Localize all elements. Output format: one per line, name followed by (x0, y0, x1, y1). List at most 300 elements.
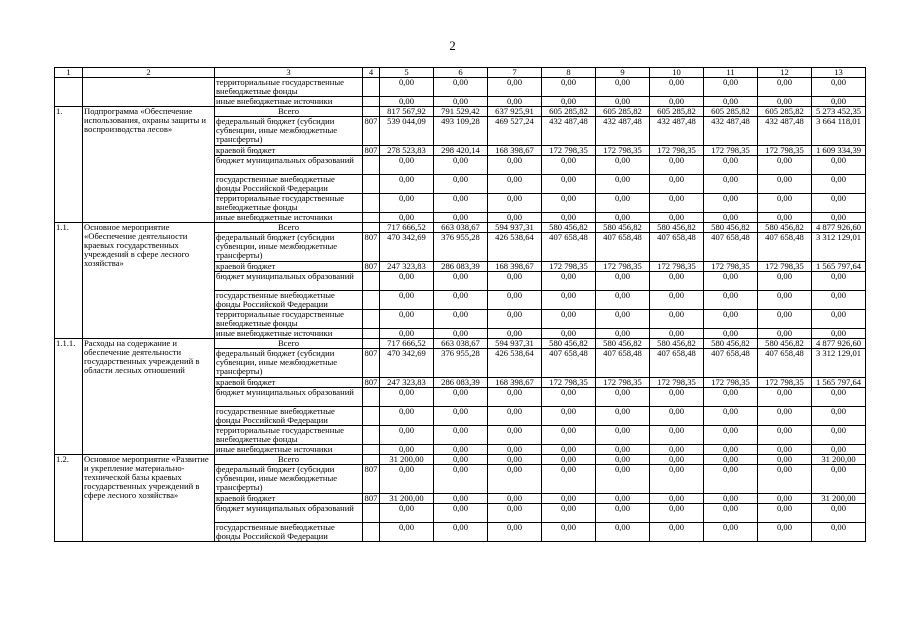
amount-cell: 0,00 (650, 97, 704, 107)
amount-cell: 298 420,14 (434, 146, 488, 156)
funding-source: территориальные государственные внебюджетные фонды (215, 426, 363, 445)
amount-cell: 0,00 (704, 329, 758, 339)
amount-cell: 0,00 (650, 156, 704, 175)
budget-code (363, 310, 380, 329)
amount-cell: 0,00 (488, 310, 542, 329)
item-description (83, 78, 215, 107)
amount-cell: 247 323,83 (380, 262, 434, 272)
amount-cell: 0,00 (542, 523, 596, 542)
funding-source: бюджет муниципальных образований (215, 504, 363, 523)
amount-cell: 1 565 797,64 (812, 378, 866, 388)
amount-cell: 0,00 (434, 78, 488, 97)
amount-cell: 407 658,48 (704, 349, 758, 378)
amount-cell: 0,00 (596, 194, 650, 213)
amount-cell: 0,00 (812, 213, 866, 223)
amount-cell: 0,00 (704, 194, 758, 213)
amount-cell: 0,00 (812, 465, 866, 494)
amount-cell: 0,00 (434, 97, 488, 107)
amount-cell: 0,00 (380, 272, 434, 291)
funding-source: иные внебюджетные источники (215, 445, 363, 455)
amount-cell: 0,00 (596, 426, 650, 445)
amount-cell: 0,00 (596, 291, 650, 310)
amount-cell: 0,00 (812, 504, 866, 523)
amount-cell: 0,00 (380, 523, 434, 542)
amount-cell: 0,00 (596, 310, 650, 329)
funding-source: бюджет муниципальных образований (215, 388, 363, 407)
amount-cell: 0,00 (488, 388, 542, 407)
amount-cell: 3 312 129,01 (812, 233, 866, 262)
amount-cell: 493 109,28 (434, 117, 488, 146)
amount-cell: 0,00 (380, 504, 434, 523)
amount-cell: 0,00 (488, 504, 542, 523)
amount-cell: 0,00 (704, 523, 758, 542)
amount-cell: 0,00 (380, 194, 434, 213)
item-number: 1.1. (55, 223, 83, 339)
amount-cell: 539 044,09 (380, 117, 434, 146)
amount-cell: 0,00 (704, 494, 758, 504)
amount-cell: 432 487,48 (650, 117, 704, 146)
budget-code: 807 (363, 494, 380, 504)
amount-cell: 0,00 (542, 388, 596, 407)
amount-cell: 426 538,64 (488, 233, 542, 262)
amount-cell: 0,00 (488, 156, 542, 175)
funding-source: федеральный бюджет (субсидии субвенции, иные межбюджетные трансферты) (215, 117, 363, 146)
budget-code (363, 339, 380, 349)
amount-cell: 580 456,82 (542, 223, 596, 233)
funding-source: территориальные государственные внебюджетные фонды (215, 78, 363, 97)
amount-cell: 0,00 (650, 426, 704, 445)
amount-cell: 0,00 (812, 97, 866, 107)
amount-cell: 0,00 (434, 523, 488, 542)
budget-code (363, 407, 380, 426)
amount-cell: 407 658,48 (650, 233, 704, 262)
amount-cell: 0,00 (650, 213, 704, 223)
header-row (55, 68, 866, 78)
amount-cell: 0,00 (704, 426, 758, 445)
amount-cell: 0,00 (650, 194, 704, 213)
amount-cell: 0,00 (650, 407, 704, 426)
amount-cell: 0,00 (434, 407, 488, 426)
amount-cell: 0,00 (488, 494, 542, 504)
amount-cell: 0,00 (542, 329, 596, 339)
amount-cell: 172 798,35 (704, 378, 758, 388)
amount-cell: 0,00 (650, 465, 704, 494)
amount-cell: 0,00 (488, 445, 542, 455)
amount-cell: 0,00 (596, 175, 650, 194)
amount-cell: 0,00 (704, 310, 758, 329)
amount-cell: 0,00 (758, 494, 812, 504)
funding-source: бюджет муниципальных образований (215, 156, 363, 175)
amount-cell: 0,00 (434, 156, 488, 175)
amount-cell: 0,00 (812, 291, 866, 310)
amount-cell: 0,00 (434, 291, 488, 310)
amount-cell: 0,00 (542, 407, 596, 426)
amount-cell: 0,00 (542, 156, 596, 175)
amount-cell: 0,00 (488, 78, 542, 97)
funding-source: иные внебюджетные источники (215, 213, 363, 223)
amount-cell: 0,00 (434, 445, 488, 455)
amount-cell: 0,00 (542, 310, 596, 329)
amount-cell: 0,00 (758, 455, 812, 465)
amount-cell: 0,00 (488, 329, 542, 339)
column-header: 5 (380, 68, 434, 78)
item-description: Расходы на содержание и обеспечение деятельности государственных учреждений в области лесных отношений (83, 339, 215, 455)
budget-code: 807 (363, 378, 380, 388)
amount-cell: 0,00 (650, 78, 704, 97)
funding-source: государственные внебюджетные фонды Российской Федерации (215, 291, 363, 310)
budget-code: 807 (363, 233, 380, 262)
amount-cell: 0,00 (704, 97, 758, 107)
column-header: 7 (488, 68, 542, 78)
amount-cell: 0,00 (758, 388, 812, 407)
amount-cell: 0,00 (542, 465, 596, 494)
amount-cell: 172 798,35 (758, 378, 812, 388)
budget-code (363, 329, 380, 339)
amount-cell: 580 456,82 (704, 339, 758, 349)
amount-cell: 0,00 (488, 465, 542, 494)
amount-cell: 168 398,67 (488, 262, 542, 272)
amount-cell: 0,00 (596, 494, 650, 504)
amount-cell: 426 538,64 (488, 349, 542, 378)
amount-cell: 0,00 (380, 213, 434, 223)
amount-cell: 0,00 (434, 388, 488, 407)
amount-cell: 0,00 (488, 407, 542, 426)
table-row (55, 78, 866, 97)
amount-cell: 0,00 (812, 78, 866, 97)
funding-source: государственные внебюджетные фонды Российской Федерации (215, 175, 363, 194)
amount-cell: 31 200,00 (380, 455, 434, 465)
amount-cell: 0,00 (542, 504, 596, 523)
amount-cell: 580 456,82 (758, 339, 812, 349)
amount-cell: 0,00 (380, 445, 434, 455)
funding-source: Всего (215, 455, 363, 465)
amount-cell: 0,00 (596, 523, 650, 542)
amount-cell: 0,00 (434, 455, 488, 465)
amount-cell: 469 527,24 (488, 117, 542, 146)
amount-cell: 407 658,48 (704, 233, 758, 262)
amount-cell: 580 456,82 (650, 223, 704, 233)
amount-cell: 0,00 (434, 194, 488, 213)
amount-cell: 0,00 (434, 504, 488, 523)
amount-cell: 0,00 (758, 445, 812, 455)
amount-cell: 0,00 (704, 291, 758, 310)
amount-cell: 0,00 (542, 194, 596, 213)
amount-cell: 0,00 (542, 78, 596, 97)
budget-code: 807 (363, 349, 380, 378)
amount-cell: 0,00 (758, 465, 812, 494)
amount-cell: 0,00 (758, 329, 812, 339)
amount-cell: 0,00 (704, 78, 758, 97)
amount-cell: 0,00 (758, 310, 812, 329)
amount-cell: 0,00 (542, 455, 596, 465)
amount-cell: 0,00 (488, 97, 542, 107)
amount-cell: 0,00 (758, 504, 812, 523)
amount-cell: 580 456,82 (758, 223, 812, 233)
amount-cell: 0,00 (650, 455, 704, 465)
amount-cell: 0,00 (542, 291, 596, 310)
amount-cell: 31 200,00 (812, 455, 866, 465)
amount-cell: 0,00 (596, 388, 650, 407)
amount-cell: 594 937,31 (488, 223, 542, 233)
amount-cell: 407 658,48 (758, 233, 812, 262)
amount-cell: 0,00 (434, 175, 488, 194)
amount-cell: 432 487,48 (758, 117, 812, 146)
amount-cell: 0,00 (380, 310, 434, 329)
amount-cell: 0,00 (542, 445, 596, 455)
budget-code (363, 175, 380, 194)
amount-cell: 0,00 (380, 465, 434, 494)
budget-code: 807 (363, 465, 380, 494)
amount-cell: 663 038,67 (434, 223, 488, 233)
amount-cell: 0,00 (596, 272, 650, 291)
budget-code (363, 388, 380, 407)
amount-cell: 0,00 (488, 455, 542, 465)
column-header: 11 (704, 68, 758, 78)
amount-cell: 0,00 (704, 407, 758, 426)
budget-table (54, 67, 866, 542)
budget-code (363, 156, 380, 175)
amount-cell: 0,00 (650, 523, 704, 542)
amount-cell: 407 658,48 (542, 349, 596, 378)
amount-cell: 0,00 (812, 426, 866, 445)
amount-cell: 0,00 (380, 388, 434, 407)
amount-cell: 580 456,82 (704, 223, 758, 233)
item-description: Основное мероприятие «Обеспечение деятельности краевых государственных учреждений в сфере лесного хозяйства» (83, 223, 215, 339)
amount-cell: 168 398,67 (488, 146, 542, 156)
amount-cell: 0,00 (758, 272, 812, 291)
amount-cell: 0,00 (542, 213, 596, 223)
amount-cell: 0,00 (650, 329, 704, 339)
budget-code (363, 213, 380, 223)
amount-cell: 0,00 (488, 426, 542, 445)
table-row (55, 455, 866, 465)
amount-cell: 172 798,35 (758, 146, 812, 156)
amount-cell: 605 285,82 (704, 107, 758, 117)
amount-cell: 0,00 (650, 494, 704, 504)
amount-cell: 791 529,42 (434, 107, 488, 117)
amount-cell: 0,00 (596, 156, 650, 175)
funding-source: федеральный бюджет (субсидии субвенции, иные межбюджетные трансферты) (215, 349, 363, 378)
amount-cell: 605 285,82 (596, 107, 650, 117)
column-header: 12 (758, 68, 812, 78)
funding-source: федеральный бюджет (субсидии субвенции, иные межбюджетные трансферты) (215, 233, 363, 262)
amount-cell: 172 798,35 (650, 146, 704, 156)
amount-cell: 0,00 (704, 504, 758, 523)
amount-cell: 0,00 (380, 78, 434, 97)
amount-cell: 0,00 (434, 329, 488, 339)
amount-cell: 0,00 (758, 407, 812, 426)
budget-code: 807 (363, 262, 380, 272)
item-description: Подпрограмма «Обеспечение использования, охраны защиты и воспроизводства лесов» (83, 107, 215, 223)
amount-cell: 0,00 (542, 494, 596, 504)
amount-cell: 0,00 (758, 175, 812, 194)
amount-cell: 1 565 797,64 (812, 262, 866, 272)
budget-code (363, 445, 380, 455)
amount-cell: 470 342,69 (380, 233, 434, 262)
amount-cell: 168 398,67 (488, 378, 542, 388)
amount-cell: 172 798,35 (596, 146, 650, 156)
budget-code (363, 223, 380, 233)
amount-cell: 0,00 (650, 310, 704, 329)
funding-source: Всего (215, 339, 363, 349)
amount-cell: 407 658,48 (596, 233, 650, 262)
amount-cell: 0,00 (380, 407, 434, 426)
funding-source: бюджет муниципальных образований (215, 272, 363, 291)
amount-cell: 0,00 (704, 175, 758, 194)
table-row (55, 339, 866, 349)
budget-code: 807 (363, 146, 380, 156)
funding-source: государственные внебюджетные фонды Российской Федерации (215, 523, 363, 542)
funding-source: краевой бюджет (215, 262, 363, 272)
amount-cell: 0,00 (650, 291, 704, 310)
amount-cell: 605 285,82 (542, 107, 596, 117)
amount-cell: 0,00 (704, 388, 758, 407)
amount-cell: 0,00 (434, 213, 488, 223)
amount-cell: 0,00 (650, 175, 704, 194)
column-header: 10 (650, 68, 704, 78)
funding-source: краевой бюджет (215, 146, 363, 156)
amount-cell: 432 487,48 (704, 117, 758, 146)
amount-cell: 0,00 (812, 407, 866, 426)
amount-cell: 0,00 (704, 213, 758, 223)
amount-cell: 0,00 (758, 523, 812, 542)
amount-cell: 0,00 (542, 272, 596, 291)
amount-cell: 172 798,35 (650, 378, 704, 388)
column-header: 9 (596, 68, 650, 78)
amount-cell: 0,00 (596, 465, 650, 494)
amount-cell: 0,00 (596, 213, 650, 223)
amount-cell: 0,00 (488, 175, 542, 194)
funding-source: краевой бюджет (215, 378, 363, 388)
amount-cell: 0,00 (596, 407, 650, 426)
amount-cell: 0,00 (704, 465, 758, 494)
amount-cell: 0,00 (758, 194, 812, 213)
amount-cell: 0,00 (380, 426, 434, 445)
item-number: 1. (55, 107, 83, 223)
amount-cell: 0,00 (650, 272, 704, 291)
table-row (55, 107, 866, 117)
amount-cell: 0,00 (650, 504, 704, 523)
budget-code (363, 194, 380, 213)
amount-cell: 172 798,35 (542, 378, 596, 388)
amount-cell: 172 798,35 (704, 262, 758, 272)
item-number (55, 78, 83, 107)
amount-cell: 278 523,83 (380, 146, 434, 156)
column-header: 13 (812, 68, 866, 78)
item-number: 1.1.1. (55, 339, 83, 455)
amount-cell: 172 798,35 (596, 378, 650, 388)
amount-cell: 717 666,52 (380, 339, 434, 349)
amount-cell: 0,00 (758, 78, 812, 97)
amount-cell: 0,00 (704, 156, 758, 175)
amount-cell: 0,00 (812, 156, 866, 175)
amount-cell: 0,00 (812, 388, 866, 407)
amount-cell: 470 342,69 (380, 349, 434, 378)
item-description: Основное мероприятие «Развитие и укрепление материально-технической базы краевых государственных учреждений в сфере лесного хозяйства» (83, 455, 215, 542)
amount-cell: 594 937,31 (488, 339, 542, 349)
amount-cell: 637 925,91 (488, 107, 542, 117)
funding-source: Всего (215, 223, 363, 233)
column-header: 1 (55, 68, 83, 78)
funding-source: территориальные государственные внебюджетные фонды (215, 310, 363, 329)
amount-cell: 580 456,82 (596, 339, 650, 349)
amount-cell: 0,00 (488, 213, 542, 223)
amount-cell: 0,00 (758, 426, 812, 445)
amount-cell: 0,00 (650, 388, 704, 407)
amount-cell: 0,00 (812, 194, 866, 213)
amount-cell: 0,00 (812, 272, 866, 291)
amount-cell: 605 285,82 (758, 107, 812, 117)
amount-cell: 0,00 (758, 291, 812, 310)
amount-cell: 3 664 118,01 (812, 117, 866, 146)
amount-cell: 0,00 (542, 97, 596, 107)
budget-code (363, 78, 380, 97)
amount-cell: 580 456,82 (596, 223, 650, 233)
budget-code (363, 97, 380, 107)
funding-source: краевой бюджет (215, 494, 363, 504)
amount-cell: 0,00 (650, 445, 704, 455)
amount-cell: 247 323,83 (380, 378, 434, 388)
amount-cell: 580 456,82 (650, 339, 704, 349)
amount-cell: 0,00 (596, 504, 650, 523)
amount-cell: 172 798,35 (542, 146, 596, 156)
amount-cell: 172 798,35 (596, 262, 650, 272)
funding-source: иные внебюджетные источники (215, 97, 363, 107)
amount-cell: 717 666,52 (380, 223, 434, 233)
amount-cell: 0,00 (704, 272, 758, 291)
amount-cell: 0,00 (434, 426, 488, 445)
amount-cell: 0,00 (596, 97, 650, 107)
amount-cell: 5 273 452,35 (812, 107, 866, 117)
funding-source: федеральный бюджет (субсидии субвенции, иные межбюджетные трансферты) (215, 465, 363, 494)
amount-cell: 0,00 (380, 291, 434, 310)
amount-cell: 0,00 (380, 175, 434, 194)
amount-cell: 286 083,39 (434, 378, 488, 388)
amount-cell: 0,00 (812, 329, 866, 339)
amount-cell: 172 798,35 (758, 262, 812, 272)
amount-cell: 0,00 (434, 272, 488, 291)
amount-cell: 407 658,48 (758, 349, 812, 378)
amount-cell: 31 200,00 (380, 494, 434, 504)
amount-cell: 4 877 926,60 (812, 223, 866, 233)
amount-cell: 0,00 (380, 156, 434, 175)
budget-code: 807 (363, 117, 380, 146)
amount-cell: 172 798,35 (542, 262, 596, 272)
amount-cell: 172 798,35 (650, 262, 704, 272)
column-header: 4 (363, 68, 380, 78)
amount-cell: 0,00 (434, 494, 488, 504)
amount-cell: 1 609 334,39 (812, 146, 866, 156)
budget-code (363, 291, 380, 310)
amount-cell: 0,00 (488, 291, 542, 310)
amount-cell: 0,00 (812, 175, 866, 194)
amount-cell: 172 798,35 (704, 146, 758, 156)
amount-cell: 0,00 (488, 523, 542, 542)
amount-cell: 663 038,67 (434, 339, 488, 349)
table-row (55, 223, 866, 233)
budget-code (363, 523, 380, 542)
amount-cell: 0,00 (758, 156, 812, 175)
amount-cell: 4 877 926,60 (812, 339, 866, 349)
column-header: 6 (434, 68, 488, 78)
amount-cell: 0,00 (596, 445, 650, 455)
column-header: 3 (215, 68, 363, 78)
budget-code (363, 107, 380, 117)
amount-cell: 580 456,82 (542, 339, 596, 349)
funding-source: территориальные государственные внебюджетные фонды (215, 194, 363, 213)
funding-source: государственные внебюджетные фонды Российской Федерации (215, 407, 363, 426)
budget-code (363, 455, 380, 465)
